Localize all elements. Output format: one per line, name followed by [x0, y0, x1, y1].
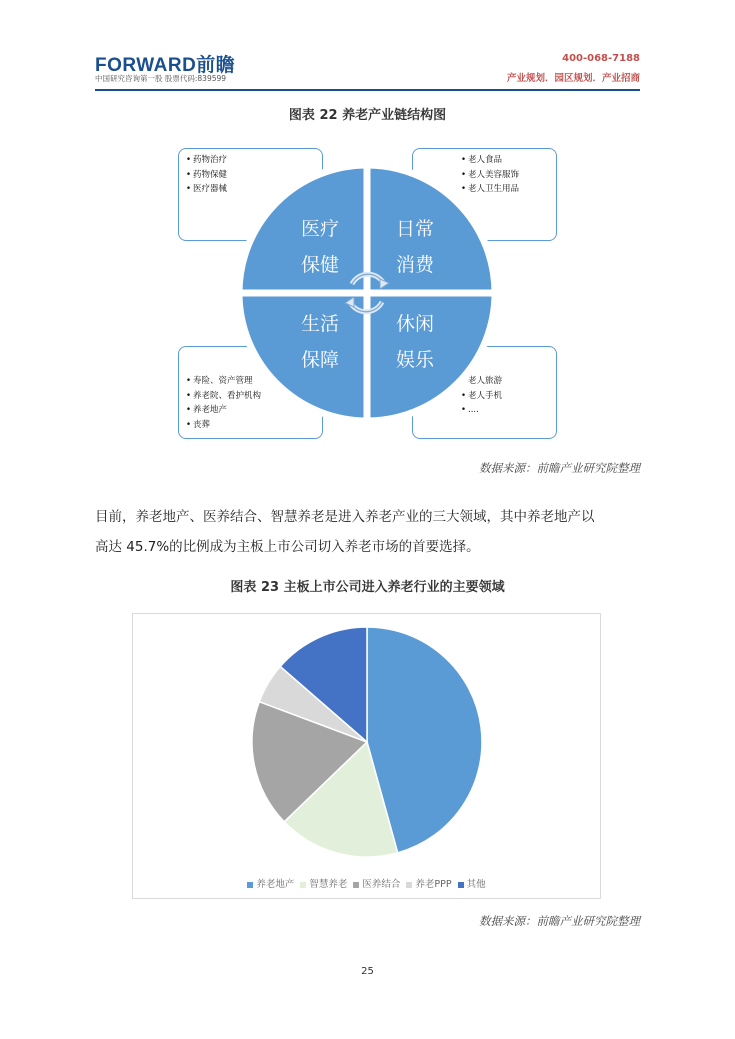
paragraph-line: 高达 45.7%的比例成为主板上市公司切入养老市场的首要选择。: [95, 539, 480, 555]
legend-swatch: [406, 882, 412, 888]
box-item: • 老人食品: [461, 153, 556, 168]
chart-legend: [132, 876, 601, 890]
phone-number: 400-068-7188: [562, 53, 640, 64]
box-item: • 老人卫生用品: [461, 182, 556, 197]
legend-item: [406, 876, 451, 890]
box-item: • 养老院、看护机构: [186, 389, 322, 404]
box-item: • 养老地产: [186, 403, 322, 418]
box-item: • 寿险、资产管理: [186, 374, 322, 389]
quadrant-medical-label: 医疗 保健: [300, 218, 339, 276]
legend-swatch: [458, 882, 464, 888]
figure23-caption: 图表 23 主板上市公司进入养老行业的主要领域: [230, 580, 505, 595]
quadrant-circle-diagram: [0, 0, 735, 460]
logo: FORWARD前瞻: [95, 55, 236, 76]
logo-subtitle: 中国研究咨询第一股 股票代码:839599: [95, 74, 227, 83]
box-item: • 药物保健: [186, 168, 322, 183]
legend-label: 智慧养老: [309, 879, 348, 890]
quadrant-security-label: 生活 保障: [300, 313, 339, 371]
legend-swatch: [353, 882, 359, 888]
legend-label: 其他: [466, 879, 486, 890]
box-item: • 老人手机: [461, 389, 556, 404]
quadrant-leisure-label: 休闲 娱乐: [395, 313, 434, 371]
box-item: • 老人美容服饰: [461, 168, 556, 183]
legend-label: 医养结合: [362, 879, 401, 890]
legend-item: [300, 876, 347, 890]
page-number: 25: [361, 966, 374, 977]
box-item: • 医疗器械: [186, 182, 322, 197]
box-item: • 药物治疗: [186, 153, 322, 168]
figure22-source: 数据来源：前瞻产业研究院整理: [479, 461, 640, 475]
box-item: • 老人旅游: [461, 374, 556, 389]
legend-item: [353, 876, 400, 890]
quadrant-daily-label: 日常 消费: [395, 218, 434, 276]
legend-item: [247, 876, 294, 890]
pie-chart: [132, 613, 601, 873]
legend-swatch: [300, 882, 306, 888]
box-item: • 丧葬: [186, 418, 322, 433]
legend-label: 养老PPP: [415, 879, 452, 890]
legend-swatch: [247, 882, 253, 888]
figure23-source: 数据来源：前瞻产业研究院整理: [479, 914, 640, 928]
box-item: • ....: [461, 403, 556, 418]
header-tagline: 产业规划．园区规划．产业招商: [506, 73, 640, 84]
legend-item: [458, 876, 486, 890]
body-paragraph: [95, 502, 645, 562]
legend-label: 养老地产: [256, 879, 295, 890]
paragraph-line: 目前，养老地产、医养结合、智慧养老是进入养老产业的三大领域，其中养老地产以: [95, 509, 595, 525]
figure22-caption: 图表 22 养老产业链结构图: [288, 108, 447, 123]
